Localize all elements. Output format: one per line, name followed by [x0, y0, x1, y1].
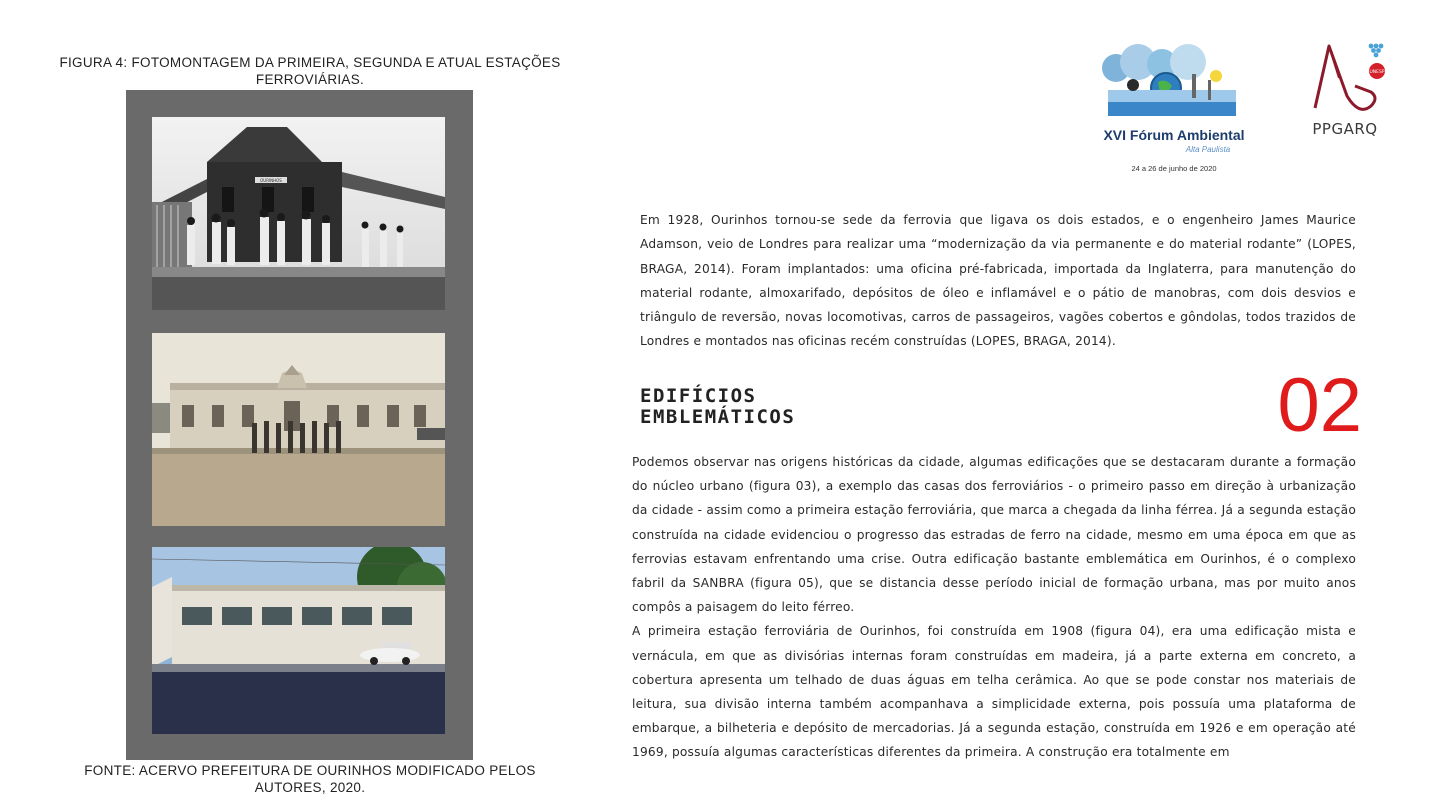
photo-montage-frame — [126, 90, 473, 760]
figure-caption: FIGURA 4: FOTOMONTAGEM DA PRIMEIRA, SEGUNDA E ATUAL ESTAÇÕES FERROVIÁRIAS. — [59, 55, 561, 87]
figure-source: FONTE: ACERVO PREFEITURA DE OURINHOS MODIFICADO PELOS AUTORES, 2020. — [84, 763, 536, 795]
photo-second-station — [152, 333, 445, 526]
photo-current-station — [152, 547, 445, 734]
body-paragraph-2: A primeira estação ferroviária de Ourinhos, foi construída em 1908 (figura 04), era uma edificação mista e vernácula, em que as divisórias internas foram construídas em madeira, já a parte externa em concreto, a cobertura apresenta um telhado de duas águas em telha cerâmica. Ao que se pode constar nos materiais de leitura, sua divisão interna também acompanhava a simplicidade externa, pois possuía uma plataforma de embarque, a bilheteria e depósito de mercadorias. Já a segunda estação, construída em 1926 e em operação até 1969, possuía algumas características diferentes da primeira. A construção era totalmente em — [632, 624, 1356, 760]
station-sign-text: OURINHOS — [260, 178, 282, 183]
forum-ambiental-logo — [1088, 40, 1260, 180]
forum-dates: 24 a 26 de junho de 2020 — [1131, 164, 1217, 173]
body-text — [632, 450, 1356, 765]
section-title-line1: EDIFÍCIOS — [640, 385, 757, 407]
section-number: 02 — [1277, 363, 1362, 448]
ppgarq-label: PPGARQ — [1312, 120, 1378, 138]
photo-first-station — [152, 117, 445, 310]
svg-text:UNESP: UNESP — [1369, 70, 1385, 75]
intro-paragraph: Em 1928, Ourinhos tornou-se sede da ferrovia que ligava os dois estados, e o engenheiro James Maurice Adamson, veio de Londres para realizar uma “modernização da via permanente e do material rodante” (LOPES, BRAGA, 2014). Foram implantados: uma oficina pré-fabricada, importada da Inglaterra, para manutenção do material rodante, almoxarifado, depósitos de óleo e inflamável e o pátio de manobras, com dois desvios e triângulo de reversão, novas locomotivas, carros de passageiros, vagões cobertos e gôndolas, todos trazidos de Londres e montados nas oficinas recém construídas (LOPES, BRAGA, 2014). — [640, 213, 1356, 349]
section-title-line2: EMBLEMÁTICOS — [640, 406, 796, 428]
forum-subtitle: Alta Paulista — [1185, 145, 1231, 154]
section-title — [640, 386, 940, 428]
body-paragraph-1: Podemos observar nas origens históricas da cidade, algumas edificações que se destacaram durante a formação do núcleo urbano (figura 03), a exemplo das casas dos ferroviários - o primeiro passo em direção à urbanização da cidade - assim como a primeira estação ferroviária, que marca a chegada da linha férrea. Já a segunda estação construída na cidade evidenciou o progresso das estradas de ferro na cidade, mesmo em uma época em que as ferrovias estavam enfrentando uma crise. Outra edificação bastante emblemática em Ourinhos, é o complexo fabril da SANBRA (figura 05), que se distancia desse período inicial de formação urbana, mas por muito anos compôs a paisagem do leito férreo. — [632, 455, 1356, 615]
ppgarq-logo — [1295, 38, 1395, 148]
forum-title: XVI Fórum Ambiental — [1103, 127, 1245, 143]
